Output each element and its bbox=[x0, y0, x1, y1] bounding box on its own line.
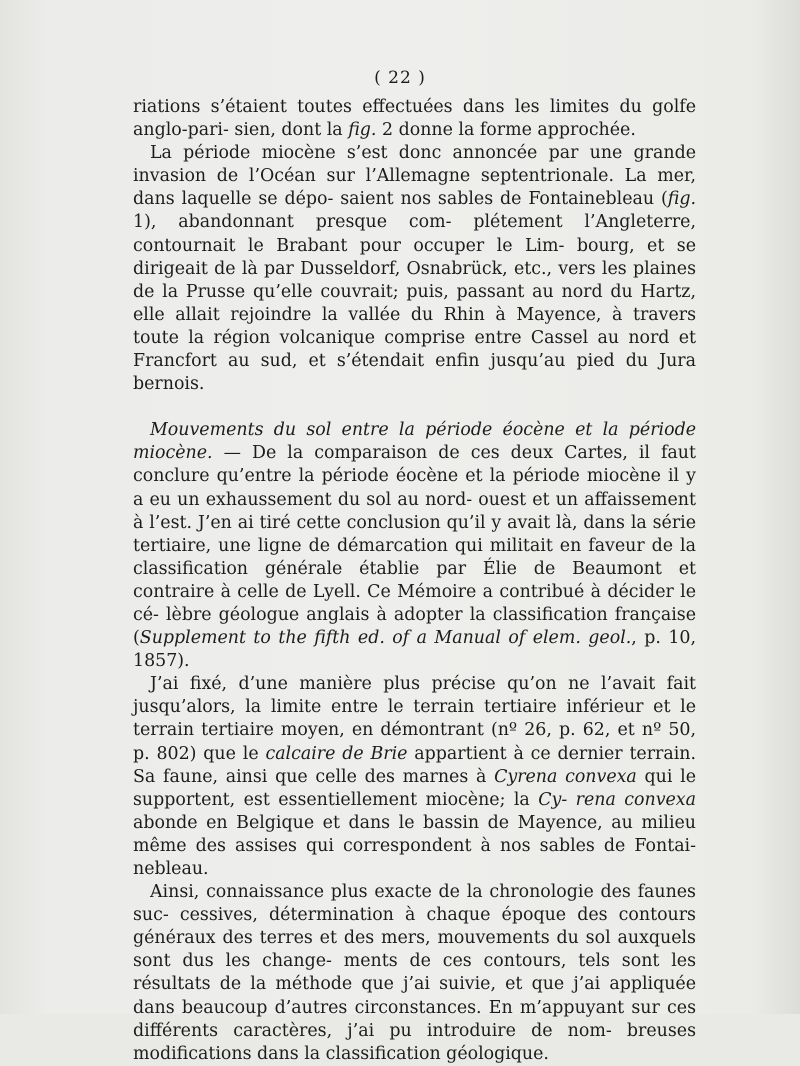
text-run: abonde en Belgique et dans le bassin de Mayence, au milieu même des assises qui correspondent à nos sables de Fontai- nebleau. bbox=[133, 812, 696, 879]
paragraph bbox=[133, 419, 696, 673]
italic-run: Mouvements du sol entre la période éocène et la période miocène. bbox=[133, 420, 696, 464]
italic-run: Supplement to the fifth ed. of a Manual of elem. geol. bbox=[139, 628, 632, 649]
text-run: 1), abandonnant presque com- plétement l’Angleterre, contournait le Brabant pour occuper le Lim- bourg, et se dirigeait de là par Dusseldorf, Osnabrück, etc., vers les plaines de la Prusse qu’elle couvrait; puis, passant au nord du Hartz, elle allait rejoindre la vallée du Rhin à Mayence, à travers toute la région volcanique comprise entre Cassel au nord et Francfort au sud, et s’étendait enfin jusqu’au pied du Jura bernois. bbox=[133, 212, 696, 395]
italic-run: calcaire de Brie bbox=[265, 743, 408, 764]
text-run: , p. 10, 1857). bbox=[133, 628, 696, 672]
italic-run: fig. bbox=[348, 120, 377, 141]
text-run: 2 donne la forme approchée. bbox=[376, 120, 636, 141]
paragraph bbox=[133, 142, 696, 396]
text-run: riations s’étaient toutes effectuées dans les limites du golfe anglo-pari- sien, dont la bbox=[133, 97, 696, 141]
text-run: appartient à ce dernier terrain. Sa faune, ainsi que celle des marnes à bbox=[133, 743, 697, 787]
paragraph bbox=[133, 96, 696, 142]
text-run: J’ai fixé, d’une manière plus précise qu’on ne l’avait fait jusqu’alors, la limite entre le terrain tertiaire inférieur et le terrain tertiaire moyen, en démontrant (nº 26, p. 62, et nº 50, p. 802) que le bbox=[133, 674, 696, 764]
text-run: qui le supportent, est essentiellement miocène; la bbox=[133, 766, 696, 810]
text-run: Ainsi, connaissance plus exacte de la chronologie des faunes suc- cessives, détermination à chaque époque des contours généraux des terres et des mers, mouvements du sol auxquels sont dus les change- ments de ces contours, tels sont les résultats de la méthode que j’ai suivie, et que j’ai appliquée dans beaucoup d’autres circonstances. En m’appuyant sur ces différents caractères, j’ai pu introduire de nom- breuses modifications dans la classification géologique. bbox=[133, 882, 696, 1064]
paragraph bbox=[133, 881, 696, 1066]
body-text bbox=[133, 96, 696, 1066]
page-number: ( 22 ) bbox=[374, 68, 426, 88]
text-run: La période miocène s’est donc annoncée par une grande invasion de l’Océan sur l’Allemagne septentrionale. La mer, dans laquelle se dépo- saient nos sables de Fontainebleau ( bbox=[133, 143, 696, 210]
paragraph bbox=[133, 673, 696, 881]
italic-run: fig. bbox=[667, 189, 696, 210]
text-run: — De la comparaison de ces deux Cartes, il faut conclure qu’entre la période éocène et la période miocène il y a eu un exhaussement du sol au nord- ouest et un affaissement à l’est. J’en ai tiré cette conclusion qu’il y avait là, dans la série tertiaire, une ligne de démarcation qui militait en faveur de la classification générale établie par Élie de Beaumont et contraire à celle de Lyell. Ce Mémoire a contribué à décider le cé- lèbre géologue anglais à adopter la classification française ( bbox=[133, 443, 696, 649]
italic-run: Cyrena convexa bbox=[494, 766, 637, 787]
italic-run: Cy- rena convexa bbox=[538, 789, 696, 810]
